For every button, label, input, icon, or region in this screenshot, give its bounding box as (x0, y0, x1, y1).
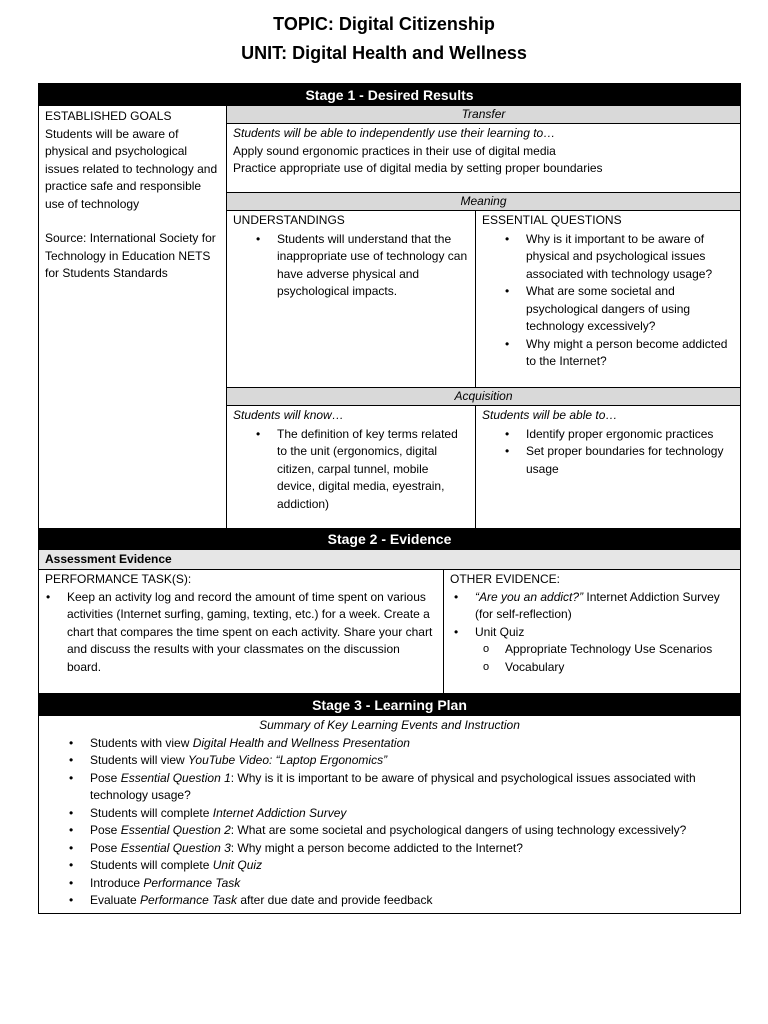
other-evidence-cell (444, 570, 740, 693)
stage3-header: Stage 3 - Learning Plan (39, 694, 740, 716)
learning-event: • Introduce Performance Task (90, 875, 734, 893)
other-evidence-quiz: • Unit Quiz o Appropriate Technology Use Scenarios o Vocabulary (475, 624, 734, 677)
performance-item: • Keep an activity log and record the amount of time spent on various activities (Internet surfing, gaming, texting, etc.) for a week. Create a chart that compares the time spent on each activity. Share your chart and discuss the results with your classmates on the discussion board. (67, 589, 437, 677)
learning-summary: Summary of Key Learning Events and Instruction (259, 718, 520, 732)
survey-title: “Are you an addict?” (475, 589, 584, 604)
acquisition-row (227, 406, 740, 528)
performance-task-cell (39, 570, 444, 693)
assessment-evidence-label: Assessment Evidence (39, 550, 740, 570)
learning-events-list (45, 735, 734, 910)
goals-source: Source: International Society for Technology in Education NETS for Students Standards (45, 231, 216, 280)
meaning-label: Meaning (227, 192, 740, 211)
other-evidence-survey (475, 589, 734, 624)
transfer-label: Transfer (227, 106, 740, 124)
stage1-right (227, 106, 740, 528)
know-heading: Students will know… (233, 408, 344, 422)
learning-event: • Students will complete Internet Addiction Survey (90, 805, 734, 823)
performance-heading: PERFORMANCE TASK(S): (45, 572, 192, 586)
survey-desc: Internet Addiction Survey (for self-reflection) (475, 589, 720, 621)
learning-event: • Pose Essential Question 2: What are some societal and psychological dangers of using technology excessively? (90, 822, 734, 840)
established-goals-cell (39, 106, 227, 528)
stage2-body (39, 570, 740, 694)
quiz-sub-item: o Appropriate Technology Use Scenarios (505, 641, 734, 659)
transfer-line: Practice appropriate use of digital media by setting proper boundaries (233, 161, 603, 175)
able-heading: Students will be able to… (482, 408, 618, 422)
know-item: • The definition of key terms related to the unit (ergonomics, digital citizen, carpal tunnel, mobile device, digital media, eyestrain, addiction) (277, 426, 469, 514)
able-item: • Set proper boundaries for technology usage (526, 443, 734, 478)
learning-event: • Evaluate Performance Task after due date and provide feedback (90, 892, 734, 910)
able-item: • Identify proper ergonomic practices (526, 426, 734, 444)
learning-event: • Pose Essential Question 1: Why is it is important to be aware of physical and psychological issues associated with technology usage? (90, 770, 734, 805)
students-able-cell (476, 406, 740, 528)
learning-event: • Students will complete Unit Quiz (90, 857, 734, 875)
stage2-header: Stage 2 - Evidence (39, 528, 740, 550)
learning-event: • Pose Essential Question 3: Why might a person become addicted to the Internet? (90, 840, 734, 858)
learning-event: • Students will view YouTube Video: “Laptop Ergonomics” (90, 752, 734, 770)
unit-title: UNIT: Digital Health and Wellness (241, 43, 527, 63)
understandings-heading: UNDERSTANDINGS (233, 213, 345, 227)
stage1-body (39, 106, 740, 528)
understandings-cell (227, 211, 476, 387)
other-heading: OTHER EVIDENCE: (450, 572, 561, 586)
learning-event: • Students with view Digital Health and Wellness Presentation (90, 735, 734, 753)
meaning-row (227, 211, 740, 387)
understanding-item: • Students will understand that the inappropriate use of technology can have adverse physical and psychological impacts. (277, 231, 469, 301)
topic-title: TOPIC: Digital Citizenship (273, 14, 495, 34)
question-item: • What are some societal and psychological dangers of using technology excessively? (526, 283, 734, 336)
transfer-cell (227, 124, 740, 192)
learning-plan-cell (39, 716, 740, 913)
ubd-template-table (38, 83, 741, 914)
quiz-sub-item: o Vocabulary (505, 659, 734, 677)
transfer-intro: Students will be able to independently use their learning to… (233, 126, 556, 140)
transfer-line: Apply sound ergonomic practices in their use of digital media (233, 143, 556, 158)
questions-heading: ESSENTIAL QUESTIONS (482, 213, 622, 227)
stage1-header: Stage 1 - Desired Results (39, 84, 740, 106)
goals-heading: ESTABLISHED GOALS (45, 109, 172, 123)
students-know-cell (227, 406, 476, 528)
question-item: • Why is it important to be aware of physical and psychological issues associated with technology usage? (526, 231, 734, 284)
goals-text: Students will be aware of physical and psychological issues related to technology and practice safe and responsible use of technology (45, 126, 218, 211)
acquisition-label: Acquisition (227, 387, 740, 406)
essential-questions-cell (476, 211, 740, 387)
question-item: • Why might a person become addicted to the Internet? (526, 336, 734, 371)
